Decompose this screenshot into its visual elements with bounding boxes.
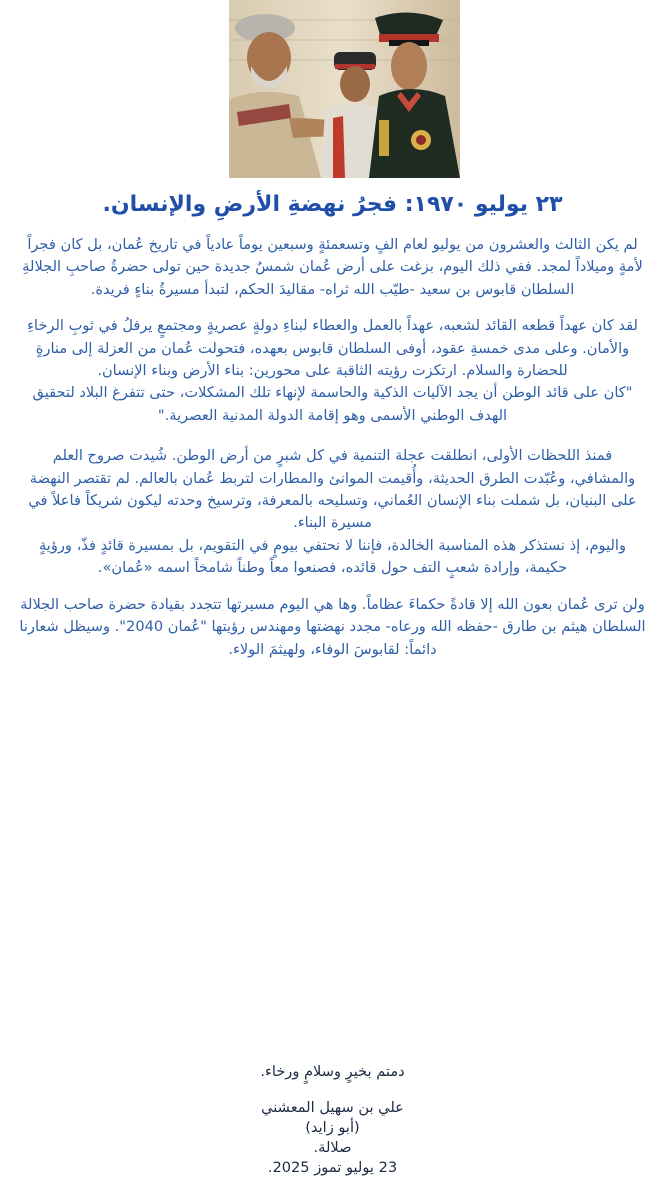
- paragraph-development: فمنذ اللحظات الأولى، انطلقت عجلة التنمية في كل شبرٍ من أرض الوطن. شُيدت صروح العلم والمشافي، وعُبّدت الطرق الحديثة، وأُقيمت الموانئ والمطارات لتربط عُمان بالعالم. لم تقتصر النهضة على البنيان، بل شملت بناء الإنسان العُماني، وتسليحه بالمعرفة، وترسيخ وحدته ليكون شريكاً فاعلاً في مسيرة البناء.: [28, 447, 637, 532]
- author-date: 23 يوليو تموز 2025.: [267, 1159, 398, 1176]
- paragraph-renewal: ولن ترى عُمان بعون الله إلا قادةً حكماءَ عظاماً. وها هي اليوم مسيرتها تتجدد بقيادة حضرة صاحب الجلالة السلطان هيثم بن طارق -حفظه الله ورعاه- مجدد نهضتها ومهندس رؤيتها "عُمان 2040". وسيظل شعارنا دائماً: لقابوسَ الوفاء، ولهيثمَ الولاء.: [19, 595, 646, 658]
- page-title: ٢٣ يوليو ١٩٧٠: فجرُ نهضةِ الأرضِ والإنسان.: [102, 192, 563, 217]
- paragraph-today: واليوم، إذ نستذكر هذه المناسبة الخالدة، فإننا لا نحتفي بيومٍ في التقويم، بل بمسيرة قائدٍ فذّ، ورؤيةٍ حكيمة، وإرادة شعبٍ التف حول قائده، فصنعوا معاً وطناً شامخاً اسمه «عُمان».: [38, 536, 627, 577]
- author-place: صلالة.: [313, 1139, 352, 1156]
- closing-text: دمتم بخيرٍ وسلامٍ ورخاء.: [260, 1063, 405, 1080]
- paragraph-covenant: لقد كان عهداً قطعه القائد لشعبه، عهداً بالعمل والعطاء لبناءِ دولةٍ عصريةٍ ومجتمعٍ يرفلُ في ثوبِ الرخاءِ والأمان. وعلى مدى خمسةِ عقود، أوفى السلطان قابوس بعهده، فتحولت عُمان من العزلة إلى منارةٍ للحضارة والسلام. ارتكزت رؤيته الثاقبة على محورين: بناء الأرض وبناء الإنسان.: [27, 317, 638, 380]
- paragraph-intro: لم يكن الثالث والعشرون من يوليو لعام الفٍ وتسعمئةٍ وسبعين يوماً عادياً في تاريخ عُمان، بل كان فجراً لأمةٍ وميلاداً لمجد. ففي ذلك اليوم، بزغت على أرض عُمان شمسٌ جديدة حين تولى حضرةُ صاحبِ الجلالةِ السلطان قابوس بن سعيد -طيّب الله ثراه- مقاليدَ الحكم، لتبدأ مسيرةُ بناءٍ فريدة.: [22, 236, 643, 298]
- author-name: علي بن سهيل المعشني: [261, 1099, 404, 1116]
- author-nickname: (أبو زايد): [305, 1119, 360, 1136]
- closing-greeting: [0, 1062, 665, 1082]
- paragraph-quote: "كان على قائد الوطن أن يجد الآليات الذكية والحاسمة لإنهاء تلك المشكلات، حتى تتفرغ البلاد لتحقيق الهدف الوطني الأسمى وهو إقامة الدولة المدنية العصرية.": [32, 384, 633, 424]
- article-body: [18, 234, 647, 661]
- header-photo: [229, 0, 460, 178]
- signature-block: [0, 1098, 665, 1178]
- ceremony-photo-illustration: [229, 0, 460, 178]
